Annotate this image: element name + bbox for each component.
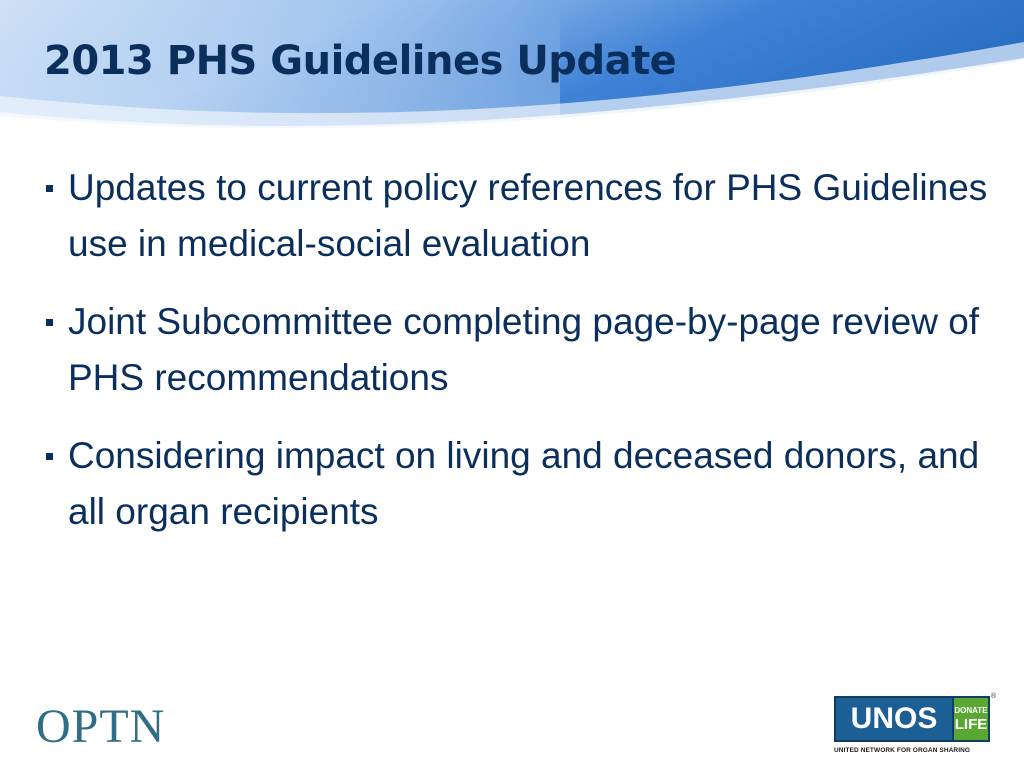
registered-mark: ® xyxy=(991,693,997,700)
bullet-text: Joint Subcommittee completing page-by-page review of PHS recommendations xyxy=(68,301,980,398)
bullet-item xyxy=(44,428,994,540)
unos-tagline: UNITED NETWORK FOR ORGAN SHARING xyxy=(834,747,971,754)
bullet-item xyxy=(44,160,994,272)
life-text: LIFE xyxy=(954,715,988,733)
unos-logo-text: UNOS xyxy=(850,702,938,735)
bullet-text: Considering impact on living and deceased donors, and all organ recipients xyxy=(68,435,980,532)
optn-logo: OPTN xyxy=(36,700,166,753)
slide-title: 2013 PHS Guidelines Update xyxy=(44,38,677,84)
unos-donate-life-logo xyxy=(834,693,997,758)
square-bullet-icon xyxy=(46,453,53,460)
square-bullet-icon xyxy=(46,185,53,192)
unos-logo-box xyxy=(834,696,954,742)
bullet-item xyxy=(44,294,994,406)
square-bullet-icon xyxy=(46,319,53,326)
donate-life-badge xyxy=(952,696,990,742)
bullet-list xyxy=(44,160,994,562)
bullet-text: Updates to current policy references for PHS Guidelines use in medical-social evaluation xyxy=(68,167,988,264)
donate-text: DONATE xyxy=(954,705,988,715)
